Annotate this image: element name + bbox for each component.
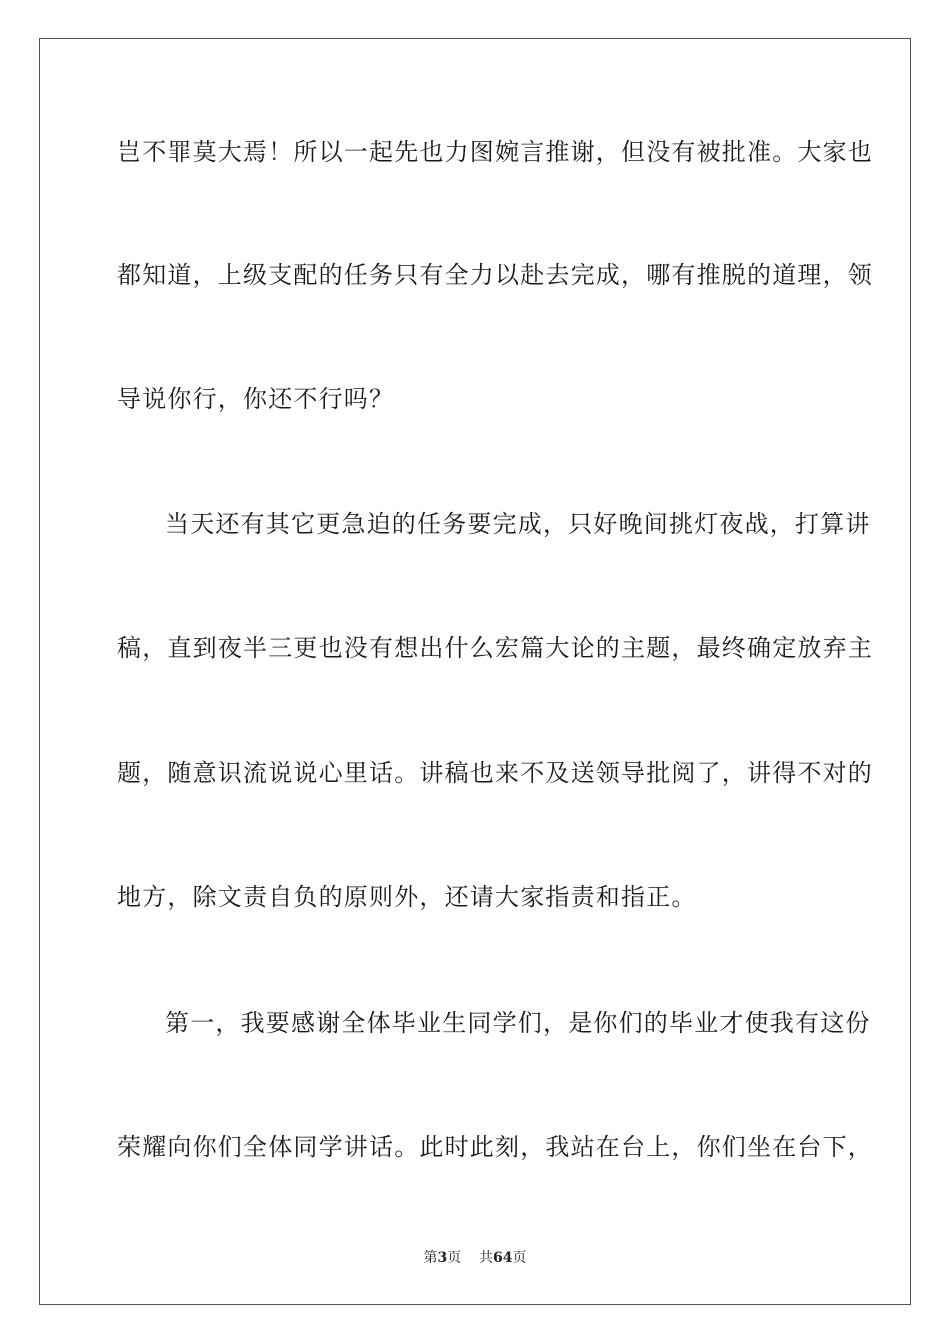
text-line: 导说你行，你还不行吗？	[117, 385, 395, 413]
paragraph-start-line: 第一，我要感谢全体毕业生同学们，是你们的毕业才使我有这份	[165, 1009, 871, 1037]
page-footer	[0, 1248, 950, 1268]
page-suffix: 页	[447, 1250, 462, 1266]
page-prefix: 第	[423, 1250, 438, 1266]
total-prefix: 共	[479, 1250, 494, 1266]
text-line: 地方，除文责自负的原则外，还请大家指责和指正。	[117, 883, 697, 911]
total-pages: 64	[493, 1250, 513, 1266]
text-line: 稿，直到夜半三更也没有想出什么宏篇大论的主题，最终确定放弃主	[117, 634, 873, 662]
text-line: 题，随意识流说说心里话。讲稿也来不及送领导批阅了，讲得不对的	[117, 759, 873, 787]
page-border	[39, 38, 911, 1305]
text-line: 岂不罪莫大焉！所以一起先也力图婉言推谢，但没有被批准。大家也	[117, 138, 873, 166]
paragraph-start-line: 当天还有其它更急迫的任务要完成，只好晚间挑灯夜战，打算讲	[165, 510, 871, 538]
text-line: 都知道，上级支配的任务只有全力以赴去完成，哪有推脱的道理，领	[117, 261, 873, 289]
text-line: 荣耀向你们全体同学讲话。此时此刻，我站在台上，你们坐在台下，	[117, 1133, 873, 1161]
page-number: 3	[437, 1250, 448, 1266]
total-suffix: 页	[512, 1250, 527, 1266]
